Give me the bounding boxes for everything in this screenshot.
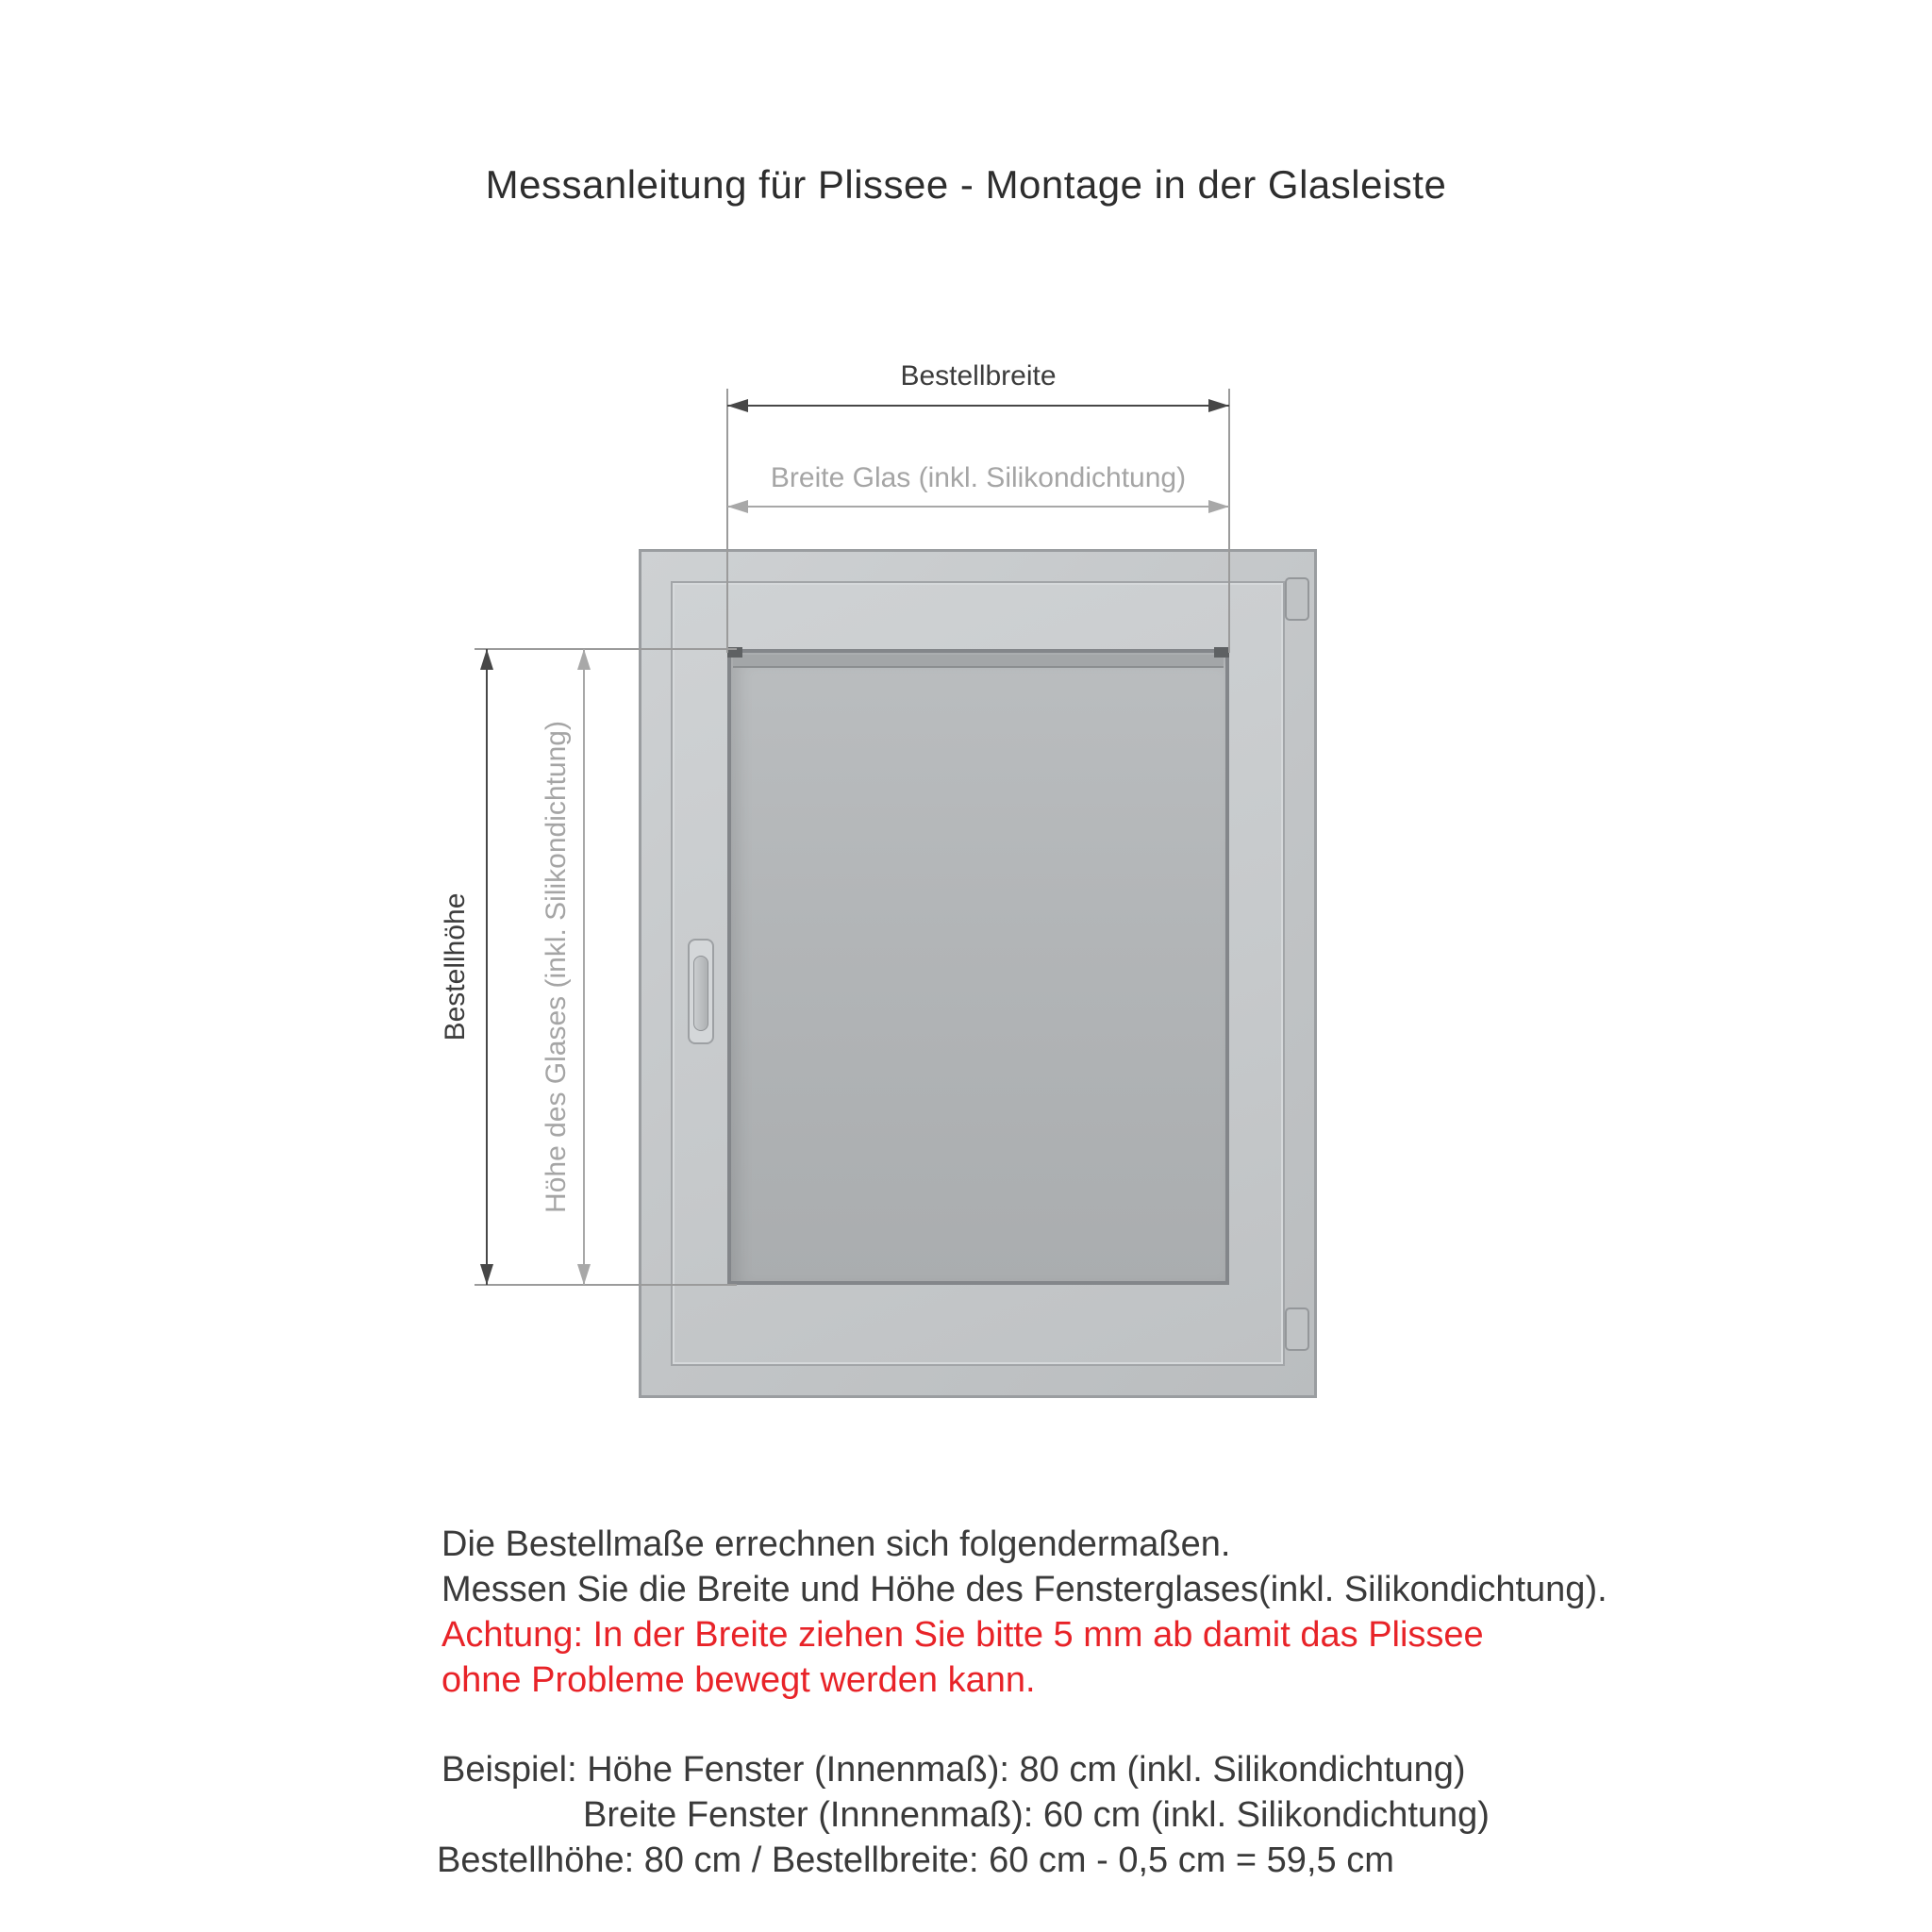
glass-height-arrow xyxy=(583,649,585,1285)
arrow-head-left-icon xyxy=(727,500,748,513)
instruction-line-1: Die Bestellmaße errechnen sich folgendermaßen. xyxy=(441,1524,1231,1564)
example-line-3: Bestellhöhe: 80 cm / Bestellbreite: 60 cm - 0,5 cm = 59,5 cm xyxy=(437,1840,1394,1880)
glass-width-arrow xyxy=(727,506,1229,508)
guide-line-top-horizontal xyxy=(475,648,737,650)
arrow-head-up-icon xyxy=(480,649,493,670)
arrow-head-right-icon xyxy=(1208,500,1229,513)
plissee-top-rail xyxy=(733,655,1224,668)
arrow-head-down-icon xyxy=(577,1264,591,1285)
order-width-arrow xyxy=(727,405,1229,407)
instruction-line-2: Messen Sie die Breite und Höhe des Fensterglases(inkl. Silikondichtung). xyxy=(441,1570,1607,1609)
warning-line-2: ohne Probleme bewegt werden kann. xyxy=(441,1660,1036,1700)
window-glass xyxy=(727,649,1229,1285)
warning-line-1: Achtung: In der Breite ziehen Sie bitte 5 mm ab damit das Plissee xyxy=(441,1615,1484,1655)
example-line-1: Beispiel: Höhe Fenster (Innenmaß): 80 cm (inkl. Silikondichtung) xyxy=(441,1750,1466,1790)
order-width-label: Bestellbreite xyxy=(900,360,1057,391)
order-height-label: Bestellhöhe xyxy=(440,892,471,1041)
window-hinge-top xyxy=(1285,577,1309,621)
arrow-head-right-icon xyxy=(1208,399,1229,412)
mounting-clip-right xyxy=(1214,647,1229,658)
glass-height-label: Höhe des Glases (inkl. Silikondichtung) xyxy=(541,721,572,1213)
example-line-2: Breite Fenster (Innnenmaß): 60 cm (inkl. Silikondichtung) xyxy=(583,1795,1490,1835)
arrow-head-up-icon xyxy=(577,649,591,670)
arrow-head-left-icon xyxy=(727,399,748,412)
guide-line-right-vertical xyxy=(1228,389,1230,653)
guide-line-bottom-horizontal xyxy=(475,1284,737,1286)
page-title: Messanleitung für Plissee - Montage in der Glasleiste xyxy=(485,162,1447,207)
window-hinge-bottom xyxy=(1285,1307,1309,1351)
glass-width-label: Breite Glas (inkl. Silikondichtung) xyxy=(770,462,1187,493)
window-handle-lever xyxy=(693,956,708,1031)
order-height-arrow xyxy=(486,649,488,1285)
arrow-head-down-icon xyxy=(480,1264,493,1285)
guide-line-left-vertical xyxy=(726,389,728,653)
